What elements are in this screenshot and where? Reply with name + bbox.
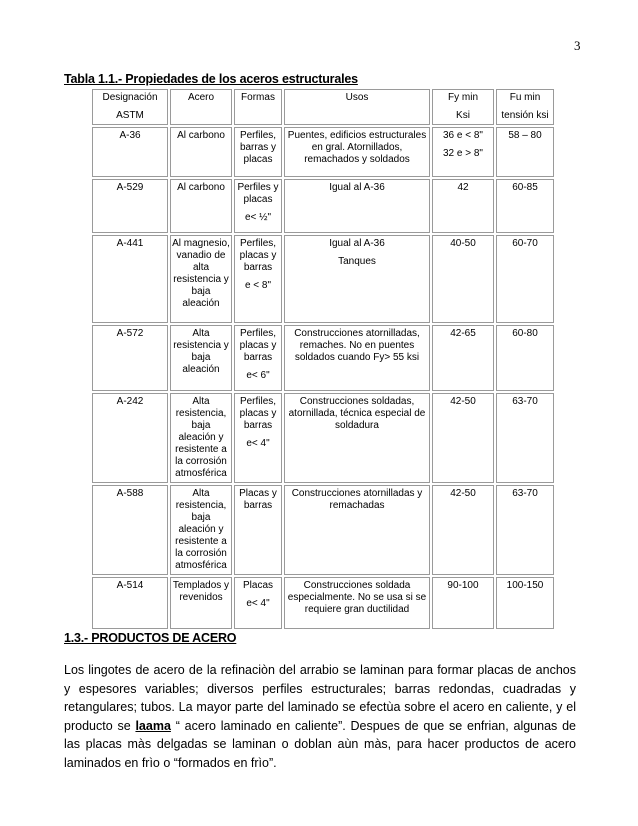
header-line-1: Formas [241, 92, 275, 103]
cell-text: Alta resistencia, baja aleación y resistente a la corrosión atmosférica [175, 396, 227, 479]
header-line-1: Fu min [509, 92, 541, 103]
cell-text-secondary: e < 8" [244, 280, 272, 291]
cell-text: 60-85 [512, 182, 538, 193]
table-row [92, 485, 554, 575]
cell-fu [496, 393, 554, 483]
cell-text: Placas [242, 580, 273, 591]
cell-text: 42-65 [450, 328, 476, 339]
cell-text-secondary: e< 4" [246, 438, 270, 449]
cell-fy [432, 325, 494, 391]
cell-usos [284, 235, 430, 323]
cell-fu [496, 577, 554, 629]
header-line-2: Ksi [456, 110, 470, 121]
cell-designacion [92, 393, 168, 483]
cell-usos [284, 393, 430, 483]
cell-text: 60-70 [512, 238, 538, 249]
paragraph-text-end: “ acero laminado en caliente”. Despues de que se enfrian, algunas de las placas màs delgadas se laminan o doblan aùn màs, para hacer productos de acero laminados en frìo o “formados en frìo”. [64, 718, 576, 770]
cell-designacion [92, 179, 168, 233]
cell-formas [234, 393, 282, 483]
cell-designacion [92, 325, 168, 391]
cell-text: A-529 [116, 182, 144, 193]
cell-acero [170, 235, 232, 323]
cell-acero [170, 393, 232, 483]
cell-acero [170, 325, 232, 391]
table-row [92, 393, 554, 483]
cell-text: 42-50 [450, 396, 476, 407]
cell-usos [284, 325, 430, 391]
cell-designacion [92, 485, 168, 575]
cell-usos [284, 485, 430, 575]
table-row [92, 127, 554, 177]
header-line-1: Acero [187, 92, 215, 103]
cell-text: Construcciones soldadas, atornillada, técnica especial de soldadura [288, 396, 426, 431]
cell-formas [234, 179, 282, 233]
cell-usos [284, 127, 430, 177]
cell-text: A-441 [116, 238, 144, 249]
cell-text: Perfiles, barras y placas [239, 130, 277, 165]
header-line-1: Designación [102, 92, 158, 103]
header-cell [92, 89, 168, 125]
steel-properties-table [90, 87, 556, 631]
cell-fy [432, 393, 494, 483]
cell-text: Al carbono [177, 182, 225, 193]
section-title: 1.3.- PRODUCTOS DE ACERO [64, 631, 237, 645]
cell-fy [432, 235, 494, 323]
cell-text: 100-150 [506, 580, 544, 591]
cell-text: Igual al A-36 [329, 238, 385, 249]
cell-text: A-588 [116, 488, 144, 499]
table-row [92, 179, 554, 233]
cell-text: Perfiles, placas y barras [239, 328, 277, 363]
header-line-2: ASTM [116, 110, 144, 121]
cell-fu [496, 485, 554, 575]
header-cell [432, 89, 494, 125]
page-number: 3 [574, 38, 581, 53]
cell-text: Construcciones atornilladas y remachadas [291, 488, 423, 511]
cell-fy [432, 577, 494, 629]
table-row [92, 577, 554, 629]
cell-text: Construcciones atornilladas, remaches. No en puentes soldados cuando Fy> 55 ksi [294, 328, 420, 363]
cell-text: A-242 [116, 396, 144, 407]
cell-text: Al carbono [177, 130, 225, 141]
cell-fu [496, 127, 554, 177]
header-cell [234, 89, 282, 125]
cell-text: 63-70 [512, 488, 538, 499]
cell-text: 36 e < 8" [443, 130, 483, 141]
cell-text: 58 – 80 [508, 130, 542, 141]
cell-text: 63-70 [512, 396, 538, 407]
cell-designacion [92, 235, 168, 323]
cell-text: A-514 [116, 580, 144, 591]
cell-text: A-36 [119, 130, 141, 141]
cell-text-secondary: e< 6" [246, 370, 270, 381]
table-row [92, 235, 554, 323]
cell-text: Igual al A-36 [329, 182, 385, 193]
cell-text: 40-50 [450, 238, 476, 249]
cell-fy [432, 127, 494, 177]
cell-text-secondary: Tanques [338, 256, 376, 267]
header-line-2: tensión ksi [501, 110, 549, 121]
cell-usos [284, 179, 430, 233]
cell-text: Perfiles, placas y barras [239, 238, 277, 273]
cell-text: Templados y revenidos [172, 580, 230, 603]
table-title: Tabla 1.1.- Propiedades de los aceros estructurales [64, 72, 358, 86]
cell-designacion [92, 127, 168, 177]
cell-text: Alta resistencia y baja aleación [173, 328, 229, 375]
cell-fu [496, 325, 554, 391]
cell-text: Al magnesio, vanadio de alta resistencia y baja aleación [172, 238, 230, 309]
cell-usos [284, 577, 430, 629]
cell-formas [234, 127, 282, 177]
header-line-1: Fy min [448, 92, 478, 103]
table-row [92, 325, 554, 391]
header-cell [284, 89, 430, 125]
cell-text: A-572 [116, 328, 144, 339]
cell-text: 90-100 [447, 580, 479, 591]
cell-text: Placas y barras [239, 488, 277, 511]
cell-fu [496, 179, 554, 233]
cell-fu [496, 235, 554, 323]
cell-acero [170, 127, 232, 177]
cell-text: Construcciones soldada especialmente. No se usa si se requiere gran ductilidad [287, 580, 427, 615]
cell-text: Puentes, edificios estructurales en gral. Atornillados, remachados y soldados [287, 130, 427, 165]
cell-text-secondary: e< 4" [246, 598, 270, 609]
body-paragraph [64, 661, 576, 772]
cell-text: 42 [457, 182, 469, 193]
table-header-row [92, 89, 554, 125]
cell-fy [432, 485, 494, 575]
cell-text: 42-50 [450, 488, 476, 499]
cell-text-secondary: 32 e > 8" [443, 148, 483, 159]
paragraph-text-start: Los lingotes de acero de la refinaciòn del arrabio se laminan para formar placas de anchos y espesores variables; diversos perfiles estructurales; barras redondas, cuadradas y retangulares; tubos. La mayor parte del laminado se efectùa sobre el acero en caliente, y el producto se [64, 663, 576, 733]
header-line-1: Usos [345, 92, 369, 103]
header-cell [496, 89, 554, 125]
cell-formas [234, 577, 282, 629]
cell-text: 60-80 [512, 328, 538, 339]
cell-text: Perfiles y placas [237, 182, 279, 205]
paragraph-bold-word: laama [135, 718, 171, 733]
cell-text-secondary: e< ½" [244, 212, 272, 223]
cell-designacion [92, 577, 168, 629]
header-cell [170, 89, 232, 125]
cell-formas [234, 325, 282, 391]
cell-formas [234, 235, 282, 323]
cell-acero [170, 577, 232, 629]
cell-text: Perfiles, placas y barras [239, 396, 277, 431]
cell-fy [432, 179, 494, 233]
cell-text: Alta resistencia, baja aleación y resistente a la corrosión atmosférica [175, 488, 227, 571]
cell-formas [234, 485, 282, 575]
cell-acero [170, 179, 232, 233]
cell-acero [170, 485, 232, 575]
